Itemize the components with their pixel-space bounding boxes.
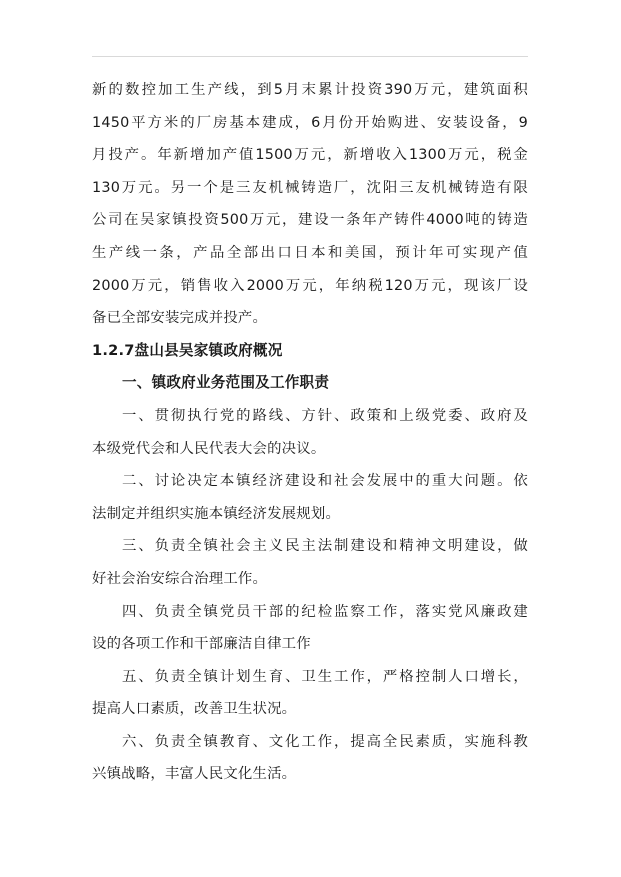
duty-line: 六、负责全镇教育、文化工作，提高全民素质，实施科教 xyxy=(122,733,528,750)
text-line: 1450平方米的厂房基本建成，6月份开始购进、安装设备，9 xyxy=(92,114,528,131)
duty-line: 二、讨论决定本镇经济建设和社会发展中的重大问题。依 xyxy=(122,473,528,490)
text-line: 公司在吴家镇投资500万元，建设一条年产铸件4000吨的铸造 xyxy=(92,212,528,229)
duty-line: 四、负责全镇党员干部的纪检监察工作，落实党风廉政建 xyxy=(122,603,528,620)
duty-line: 兴镇战略，丰富人民文化生活。 xyxy=(92,766,297,783)
duty-item-4 xyxy=(92,596,528,661)
duty-line: 一、贯彻执行党的路线、方针、政策和上级党委、政府及 xyxy=(122,407,528,424)
text-line: 生产线一条，产品全部出口日本和美国，预计年可实现产值 xyxy=(92,244,528,261)
duty-item-1 xyxy=(92,400,528,465)
text-line: 月投产。年新增加产值1500万元，新增收入1300万元，税金 xyxy=(92,147,528,164)
duty-line: 设的各项工作和干部廉洁自律工作 xyxy=(92,636,311,653)
document-body xyxy=(92,74,528,791)
duty-item-2 xyxy=(92,465,528,530)
text-line: 2000万元，销售收入2000万元，年纳税120万元，现该厂设 xyxy=(92,277,528,294)
duty-item-3 xyxy=(92,530,528,595)
duty-line: 提高人口素质，改善卫生状况。 xyxy=(92,701,297,718)
duty-line: 好社会治安综合治理工作。 xyxy=(92,570,268,587)
text-line: 130万元。另一个是三友机械铸造厂，沈阳三友机械铸造有限 xyxy=(92,179,528,196)
duty-item-5 xyxy=(92,661,528,726)
duty-line: 本级党代会和人民代表大会的决议。 xyxy=(92,440,326,457)
intro-paragraph xyxy=(92,74,528,335)
section-heading: 1.2.7盘山县吴家镇政府概况 xyxy=(92,341,283,359)
header-rule xyxy=(92,56,528,57)
duty-line: 五、负责全镇计划生育、卫生工作，严格控制人口增长， xyxy=(122,668,528,685)
text-line: 备已全部安装完成并投产。 xyxy=(92,310,268,327)
text-line: 新的数控加工生产线，到5月末累计投资390万元，建筑面积 xyxy=(92,82,528,98)
duty-item-6 xyxy=(92,726,528,791)
duty-line: 三、负责全镇社会主义民主法制建设和精神文明建设，做 xyxy=(122,538,528,555)
sub-heading: 一、镇政府业务范围及工作职责 xyxy=(122,374,330,392)
duty-line: 法制定并组织实施本镇经济发展规划。 xyxy=(92,505,341,522)
